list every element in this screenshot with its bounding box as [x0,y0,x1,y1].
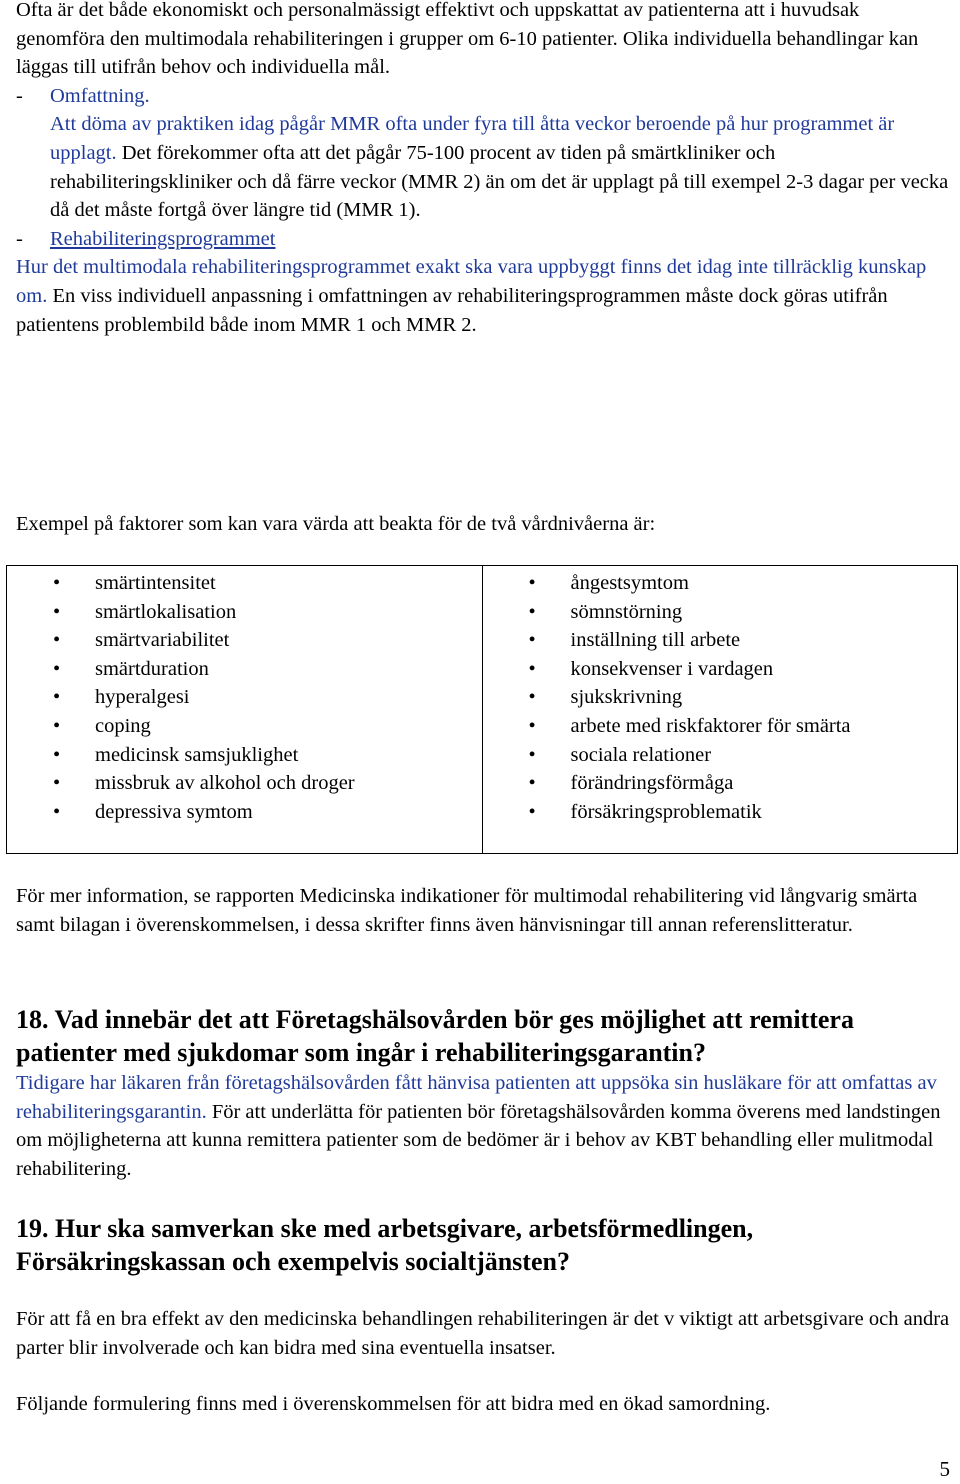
more-info-paragraph: För mer information, se rapporten Medicinska indikationer för multimodal rehabilitering vid långvarig smärta samt bilagan i överenskommelsen, i dessa skrifter finns även hänvisningar till annan referenslitteratur. [16,885,918,936]
omfattning-label: Omfattning. [50,84,150,107]
factor-list-item [483,626,958,655]
question-19 [16,1212,951,1278]
factors-left-cell [7,566,483,854]
factor-list-item [483,741,958,770]
document-page [16,0,951,1415]
question-19-paragraph-2: Följande formulering finns med i överenskommelsen för att bidra med en ökad samordning. [16,1393,771,1415]
factors-right-list [483,569,958,826]
bullet-icon: • [53,714,61,737]
factor-list-item [7,655,482,684]
factor-list-item [7,712,482,741]
bullet-icon: • [53,657,61,680]
factor-list-item [7,798,482,827]
bullet-icon: • [528,629,536,652]
question-18-heading: 18. Vad innebär det att Företagshälsovården bör ges möjlighet att remittera patienter med sjukdomar som ingår i rehabiliteringsgarantin? [16,1005,854,1067]
question-18 [16,1003,951,1183]
factors-heading: Exempel på faktorer som kan vara värda att beakta för de två vårdnivåerna är: [16,513,656,535]
factor-label: medicinsk samsjuklighet [95,743,299,766]
bullet-icon: • [528,743,536,766]
bullet-icon: • [528,686,536,709]
factor-label: arbete med riskfaktorer för smärta [570,714,851,737]
factor-list-item [7,769,482,798]
omfattning-text-blue: Att döma av praktiken idag pågår MMR ofta under fyra till åtta veckor beroende på hur programmet är upplagt. [50,113,895,164]
question-19-heading: 19. Hur ska samverkan ske med arbetsgivare, arbetsförmedlingen, Försäkringskassan och exempelvis socialtjänsten? [16,1214,754,1276]
bullet-icon: • [53,743,61,766]
factor-list-item [483,569,958,598]
bullet-icon: • [53,572,61,594]
bullet-icon: • [53,600,61,623]
factor-list-item [7,626,482,655]
bullet-icon: • [528,572,536,594]
rehab-paragraph [16,253,951,339]
factor-list-item [483,769,958,798]
omfattning-text: Det förekommer ofta att det pågår 75-100 procent av tiden på smärtkliniker och rehabiliteringskliniker och då färre veckor (MMR 2) än om det är upplagt på till exempel 2-3 dagar per vecka då det måste fortgå över längre tid (MMR 1). [50,141,949,222]
bullet-icon: • [528,800,536,823]
factor-list-item [483,598,958,627]
intro-paragraph: Ofta är det både ekonomiskt och personalmässigt effektivt och uppskattat av patienterna att i huvudsak genomföra den multimodala rehabiliteringen i grupper om 6-10 patienter. Olika individuella behandlingar kan läggas till utifrån behov och individuella mål. [16,0,919,79]
rehab-label: Rehabiliteringsprogrammet [50,227,276,250]
omfattning-paragraph [16,82,951,225]
factor-label: försäkringsproblematik [570,800,762,823]
factor-label: missbruk av alkohol och droger [95,772,355,795]
bullet-icon: • [53,629,61,652]
factor-list-item [7,569,482,598]
rehab-text: En viss individuell anpassning i omfattningen av rehabiliteringsprogrammen måste dock göras utifrån patientens problembild både inom MMR 1 och MMR 2. [16,284,888,336]
factor-list-item [483,655,958,684]
factor-list-item [7,598,482,627]
factors-table [6,565,958,854]
page-number: 5 [939,1457,950,1481]
bullet-icon: • [528,714,536,737]
factor-list-item [483,683,958,712]
factor-label: sömnstörning [570,600,683,623]
question-18-answer [16,1069,951,1183]
factor-list-item [7,683,482,712]
factor-label: ångestsymtom [570,572,689,594]
bullet-icon: • [53,772,61,795]
factor-label: smärtduration [95,657,209,680]
rehab-heading [16,225,951,254]
bullet-icon: • [528,657,536,680]
bullet-icon: • [528,772,536,795]
factor-label: depressiva symtom [95,800,253,823]
factor-label: inställning till arbete [570,629,741,652]
factor-label: coping [95,714,151,737]
factor-label: hyperalgesi [95,686,190,709]
factor-list-item [483,798,958,827]
factor-label: förändringsförmåga [570,772,734,795]
q18-text-blue: Tidigare har läkaren från företagshälsovården fått hänvisa patienten att uppsöka sin husläkare för att omfattas av rehabiliteringsgarantin. [16,1072,937,1123]
factors-right-cell [482,566,958,854]
factor-label: smärtvariabilitet [95,629,230,652]
factor-label: sociala relationer [570,743,712,766]
bullet-icon: • [528,600,536,623]
factor-label: smärtintensitet [95,572,216,594]
rehab-text-blue: Hur det multimodala rehabiliteringsprogrammet exakt ska vara uppbyggt finns det idag inte tillräcklig kunskap om. [16,256,927,307]
factor-list-item [7,741,482,770]
list-dash: - [16,227,23,250]
list-dash: - [16,84,23,107]
factors-left-list [7,569,482,826]
bullet-icon: • [53,686,61,709]
question-19-paragraph-1: För att få en bra effekt av den medicinska behandlingen rehabiliteringen är det v viktigt att arbetsgivare och andra parter blir involverade och kan bidra med sina eventuella insatser. [16,1308,950,1359]
factor-label: konsekvenser i vardagen [570,657,774,680]
factor-list-item [483,712,958,741]
factor-label: smärtlokalisation [95,600,237,623]
q18-text: För att underlätta för patienten bör företagshälsovården komma överens med landstingen om möjligheterna att kunna remittera patienter som de bedömer är i behov av KBT behandling eller mulitmodal rehabilitering. [16,1100,941,1180]
factor-label: sjukskrivning [570,686,683,709]
bullet-icon: • [53,800,61,823]
